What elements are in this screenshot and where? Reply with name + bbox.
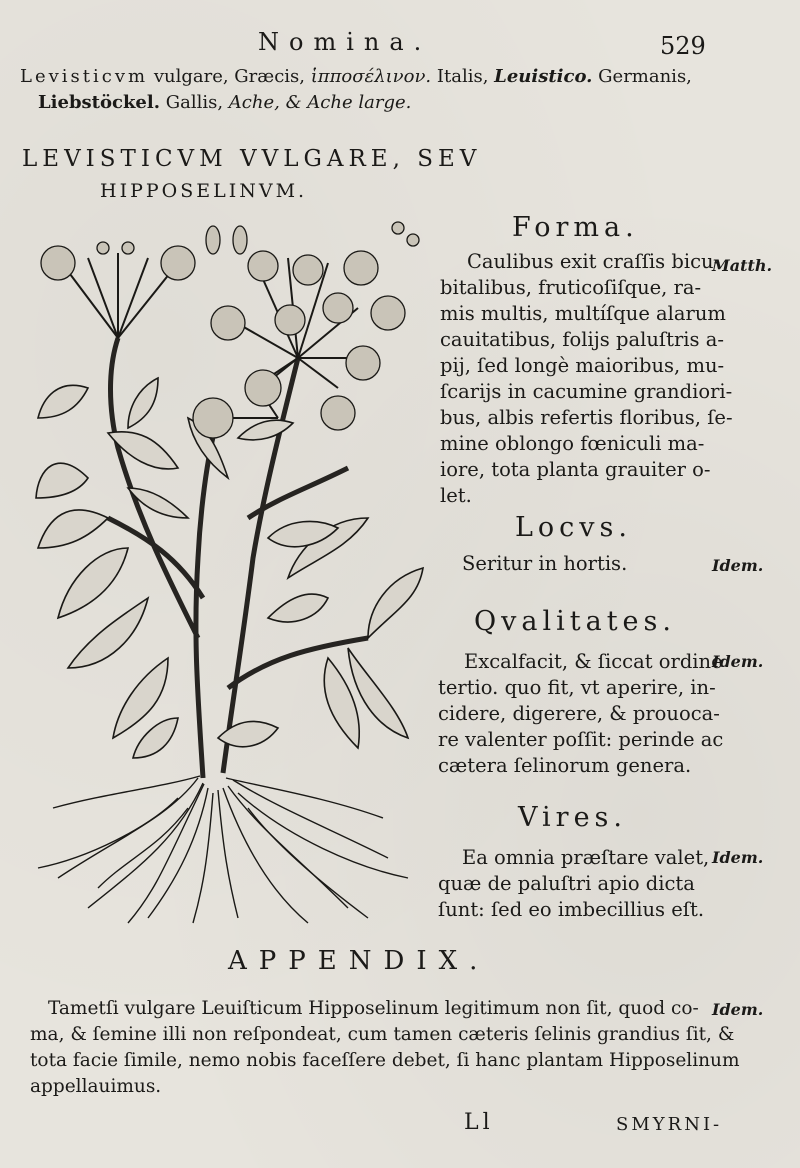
appendix-line: appellauimus. <box>30 1076 162 1097</box>
names-french-label: Gallis, <box>165 92 224 113</box>
appendix-line: Tametſi vulgare Leuiſticum Hipposelinum legitimum non ſit, quod co- <box>48 998 699 1019</box>
qualitates-line: Excalfacit, & ſiccat ordine <box>464 650 723 673</box>
forma-line: iore, tota planta grauiter o- <box>440 458 711 481</box>
lovage-woodcut-illustration <box>28 218 428 930</box>
forma-line: let. <box>440 484 472 507</box>
qualitates-heading: Qvalitates. <box>474 606 676 637</box>
vires-line: quæ de paluſtri apio dicta <box>438 872 695 895</box>
leaves <box>36 378 423 758</box>
names-german: Liebstöckel. <box>38 92 160 113</box>
appendix-line: tota facie ſimile, nemo nobis faceſſere debet, ſi hanc plantam Hipposelinum <box>30 1050 740 1071</box>
page-number: 529 <box>660 32 706 60</box>
forma-line: bus, albis refertis floribus, ſe- <box>440 406 733 429</box>
catchword: SMYRNI- <box>616 1114 723 1135</box>
forma-line: pij, ſed longè maioribus, mu- <box>440 354 725 377</box>
qualitates-line: cidere, digerere, & prouoca- <box>438 702 720 725</box>
forma-line: cauitatibus, folijs paluſtris a- <box>440 328 724 351</box>
names-line-1 <box>20 66 692 87</box>
signature-mark: Ll <box>464 1110 494 1135</box>
flower-heads <box>41 222 419 438</box>
plant-title-line-1: LEVISTICVM VVLGARE, SEV <box>22 146 482 172</box>
names-greek-label: vulgare, Græcis, <box>153 66 305 87</box>
vires-line: ſunt: ſed eo imbecillius eſt. <box>438 898 705 921</box>
names-german-label: Germanis, <box>598 66 692 87</box>
qualitates-reference: Idem. <box>712 652 764 671</box>
appendix-reference: Idem. <box>712 1000 764 1019</box>
forma-line: ſcarijs in cacumine grandiori- <box>440 380 733 403</box>
locus-heading: Locvs. <box>515 512 632 543</box>
roots <box>38 776 408 923</box>
forma-line: Caulibus exit craſſis bicu- <box>467 250 721 273</box>
qualitates-line: cætera ſelinorum genera. <box>438 754 692 777</box>
names-italian-label: Italis, <box>436 66 489 87</box>
vires-line: Ea omnia præſtare valet, <box>462 846 710 869</box>
names-french: Ache, & Ache large. <box>228 92 412 113</box>
plant-title-line-2: HIPPOSELINVM. <box>100 180 308 202</box>
appendix-line: ma, & ſemine illi non reſpondeat, cum tamen cæteris ſelinis grandius ſit, & <box>30 1024 735 1045</box>
names-greek: ἱπποσέλινον. <box>310 66 432 87</box>
vires-heading: Vires. <box>518 802 627 833</box>
qualitates-line: tertio. quo fit, vt aperire, in- <box>438 676 716 699</box>
vires-reference: Idem. <box>712 848 764 867</box>
forma-line: mis multis, multíſque alarum <box>440 302 726 325</box>
locus-reference: Idem. <box>712 556 764 575</box>
names-line-2 <box>38 92 411 113</box>
running-head: Nomina. <box>258 28 432 56</box>
names-italian: Leuistico. <box>494 66 593 87</box>
forma-reference: Matth. <box>712 256 773 275</box>
forma-line: mine oblongo fœniculi ma- <box>440 432 705 455</box>
locus-line: Seritur in hortis. <box>462 552 628 575</box>
forma-line: bitalibus, fruticoſiſque, ra- <box>440 276 702 299</box>
umbel-rays <box>58 253 373 418</box>
forma-heading: Forma. <box>512 212 639 243</box>
names-latin: Levisticvm <box>20 66 149 87</box>
qualitates-line: re valenter poſſit: perinde ac <box>438 728 724 751</box>
appendix-heading: APPENDIX. <box>228 946 490 976</box>
